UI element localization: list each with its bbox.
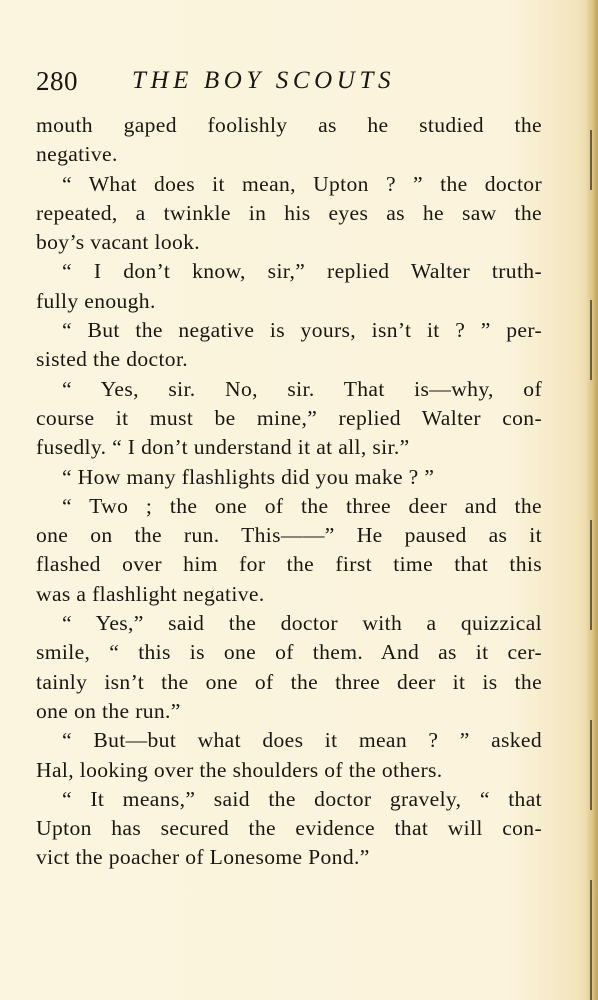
text-line: Upton has secured the evidence that will con- <box>36 816 542 841</box>
text-line: one on the run.” <box>36 698 181 723</box>
text-line: was a flashlight negative. <box>36 581 265 606</box>
text-line: “ But the negative is yours, isn’t it ? ” per- <box>62 318 542 343</box>
text-line: mouth gaped foolishly as he studied the <box>36 113 542 137</box>
text-line: boy’s vacant look. <box>36 230 201 255</box>
running-head: THE BOY SCOUTS <box>132 67 396 94</box>
text-line: “ It means,” said the doctor gravely, “ that <box>62 786 542 811</box>
text-line: sisted the doctor. <box>36 347 189 372</box>
page-edge-mark <box>590 130 592 190</box>
text-line: repeated, a twinkle in his eyes as he saw the <box>36 200 542 225</box>
page-number: 280 <box>36 66 78 96</box>
page-edge-mark <box>590 880 592 1000</box>
text-line: vict the poacher of Lonesome Pond.” <box>36 845 370 870</box>
page-edge-mark <box>590 300 592 380</box>
text-line: fully enough. <box>36 288 156 313</box>
text-line: “ I don’t know, sir,” replied Walter truth- <box>62 259 542 284</box>
text-line: fusedly. “ I don’t understand it at all, sir.” <box>36 435 410 460</box>
text-line: “ Two ; the one of the three deer and the <box>62 493 542 518</box>
text-line: flashed over him for the first time that this <box>36 552 542 577</box>
text-line: negative. <box>36 142 118 167</box>
text-line: “ Yes, sir. No, sir. That is—why, of <box>62 376 542 401</box>
text-line: “ How many flashlights did you make ? ” <box>62 464 435 489</box>
page-edge-mark <box>590 520 592 630</box>
page-header <box>36 64 556 98</box>
text-line: “ But—but what does it mean ? ” asked <box>62 728 542 753</box>
page-edge-shadow <box>586 0 598 1000</box>
text-line: “ Yes,” said the doctor with a quizzical <box>62 611 542 636</box>
text-line: smile, “ this is one of them. And as it cer- <box>36 640 542 665</box>
text-line: tainly isn’t the one of the three deer it is the <box>36 669 542 694</box>
text-line: Hal, looking over the shoulders of the others. <box>36 757 443 782</box>
text-line: “ What does it mean, Upton ? ” the doctor <box>62 171 542 196</box>
text-line: course it must be mine,” replied Walter con- <box>36 405 542 430</box>
page-edge-mark <box>590 720 592 810</box>
text-line: one on the run. This——” He paused as it <box>36 523 542 548</box>
body-text <box>36 111 542 873</box>
